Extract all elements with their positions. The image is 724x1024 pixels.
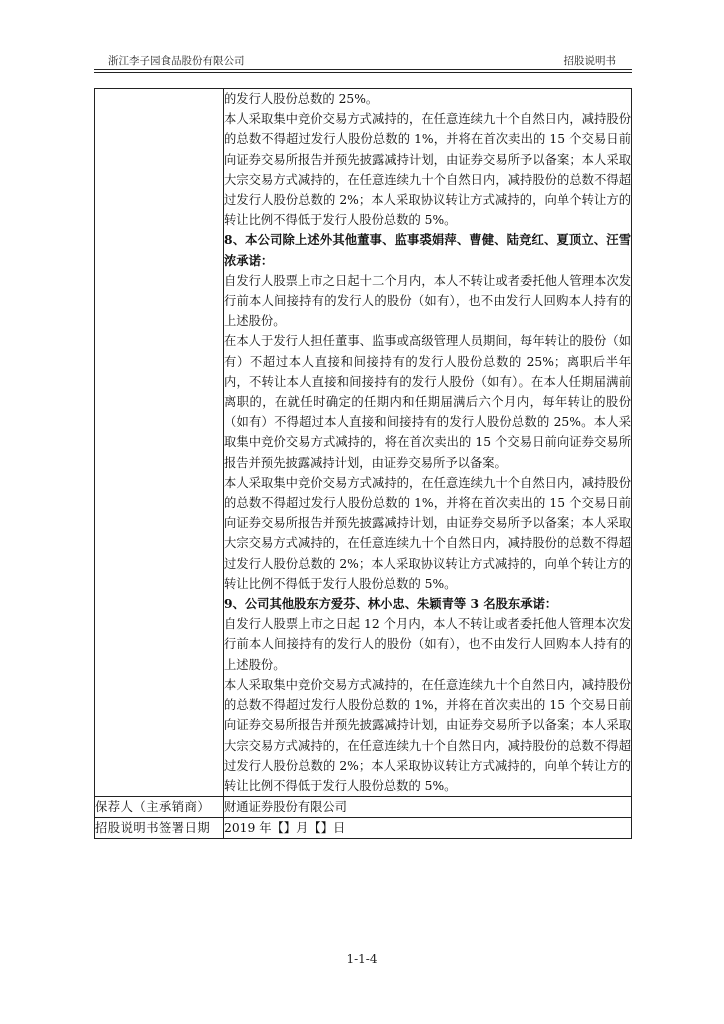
signing-date-value: 2019 年【】月【】日	[224, 818, 632, 839]
paragraph: 本人采取集中竞价交易方式减持的，在任意连续九十个自然日内，减持股份的总数不得超过发行人股份总数的 1%，并将在首次卖出的 15 个交易日前向证券交易所报告并预先披露减持计划，由证券交易所予以备案；本人采取大宗交易方式减持的，在任意连续九十个自然日内，减持股份的总数不得超过发行人股份总数的 2%；本人采取协议转让方式减持的，向单个转让方的转让比例不得低于发行人股份总数的 5%。	[224, 677, 631, 793]
paragraph: 本人采取集中竞价交易方式减持的，在任意连续九十个自然日内，减持股份的总数不得超过发行人股份总数的 1%，并将在首次卖出的 15 个交易日前向证券交易所报告并预先披露减持计划，由证券交易所予以备案；本人采取大宗交易方式减持的，在任意连续九十个自然日内，减持股份的总数不得超过发行人股份总数的 2%；本人采取协议转让方式减持的，向单个转让方的转让比例不得低于发行人股份总数的 5%。	[224, 112, 631, 228]
paragraph: 的发行人股份总数的 25%。	[224, 92, 379, 106]
commitment-content	[224, 89, 632, 797]
sponsor-row	[95, 797, 632, 818]
sponsor-label: 保荐人（主承销商）	[95, 797, 224, 818]
commitment-row	[95, 89, 632, 797]
document-type: 招股说明书	[563, 55, 616, 67]
paragraph: 在本人于发行人担任董事、监事或高级管理人员期间，每年转让的股份（如有）不超过本人直接和间接持有的发行人股份总数的 25%；离职后半年内，不转让本人直接和间接持有的发行人股份（如有）。在本人任期届满前离职的，在就任时确定的任期内和任期届满后六个月内，每年转让的股份（如有）不得超过本人直接和间接持有的发行人股份总数的 25%。本人采取集中竞价交易方式减持的，将在首次卖出的 15 个交易日前向证券交易所报告并预先披露减持计划，由证券交易所予以备案。	[224, 334, 631, 470]
signing-date-row	[95, 818, 632, 839]
signing-date-label: 招股说明书签署日期	[95, 818, 224, 839]
page-number: 1-1-4	[346, 952, 378, 966]
sponsor-value: 财通证券股份有限公司	[224, 797, 632, 818]
header-rule-thick	[94, 69, 632, 70]
paragraph: 自发行人股票上市之日起十二个月内，本人不转让或者委托他人管理本次发行前本人间接持有的发行人的股份（如有），也不由发行人回购本人持有的上述股份。	[224, 273, 631, 329]
company-name: 浙江李子园食品股份有限公司	[108, 55, 245, 67]
section-heading: 9、公司其他股东方爱芬、林小忠、朱颖青等 3 名股东承诺：	[224, 596, 558, 612]
paragraph: 自发行人股票上市之日起 12 个月内，本人不转让或者委托他人管理本次发行前本人间接持有的发行人的股份（如有），也不由发行人回购本人持有的上述股份。	[224, 617, 631, 672]
section-heading: 8、本公司除上述外其他董事、监事裘娟萍、曹健、陆竞红、夏顶立、汪雪浓承诺：	[224, 232, 631, 268]
page-header	[94, 48, 632, 68]
info-table	[94, 88, 632, 839]
paragraph: 本人采取集中竞价交易方式减持的，在任意连续九十个自然日内，减持股份的总数不得超过发行人股份总数的 1%，并将在首次卖出的 15 个交易日前向证券交易所报告并预先披露减持计划，由证券交易所予以备案；本人采取大宗交易方式减持的，在任意连续九十个自然日内，减持股份的总数不得超过发行人股份总数的 2%；本人采取协议转让方式减持的，向单个转让方的转让比例不得低于发行人股份总数的 5%。	[224, 475, 631, 591]
commitment-label-cell	[95, 89, 224, 797]
header-rule-thin	[94, 72, 632, 73]
